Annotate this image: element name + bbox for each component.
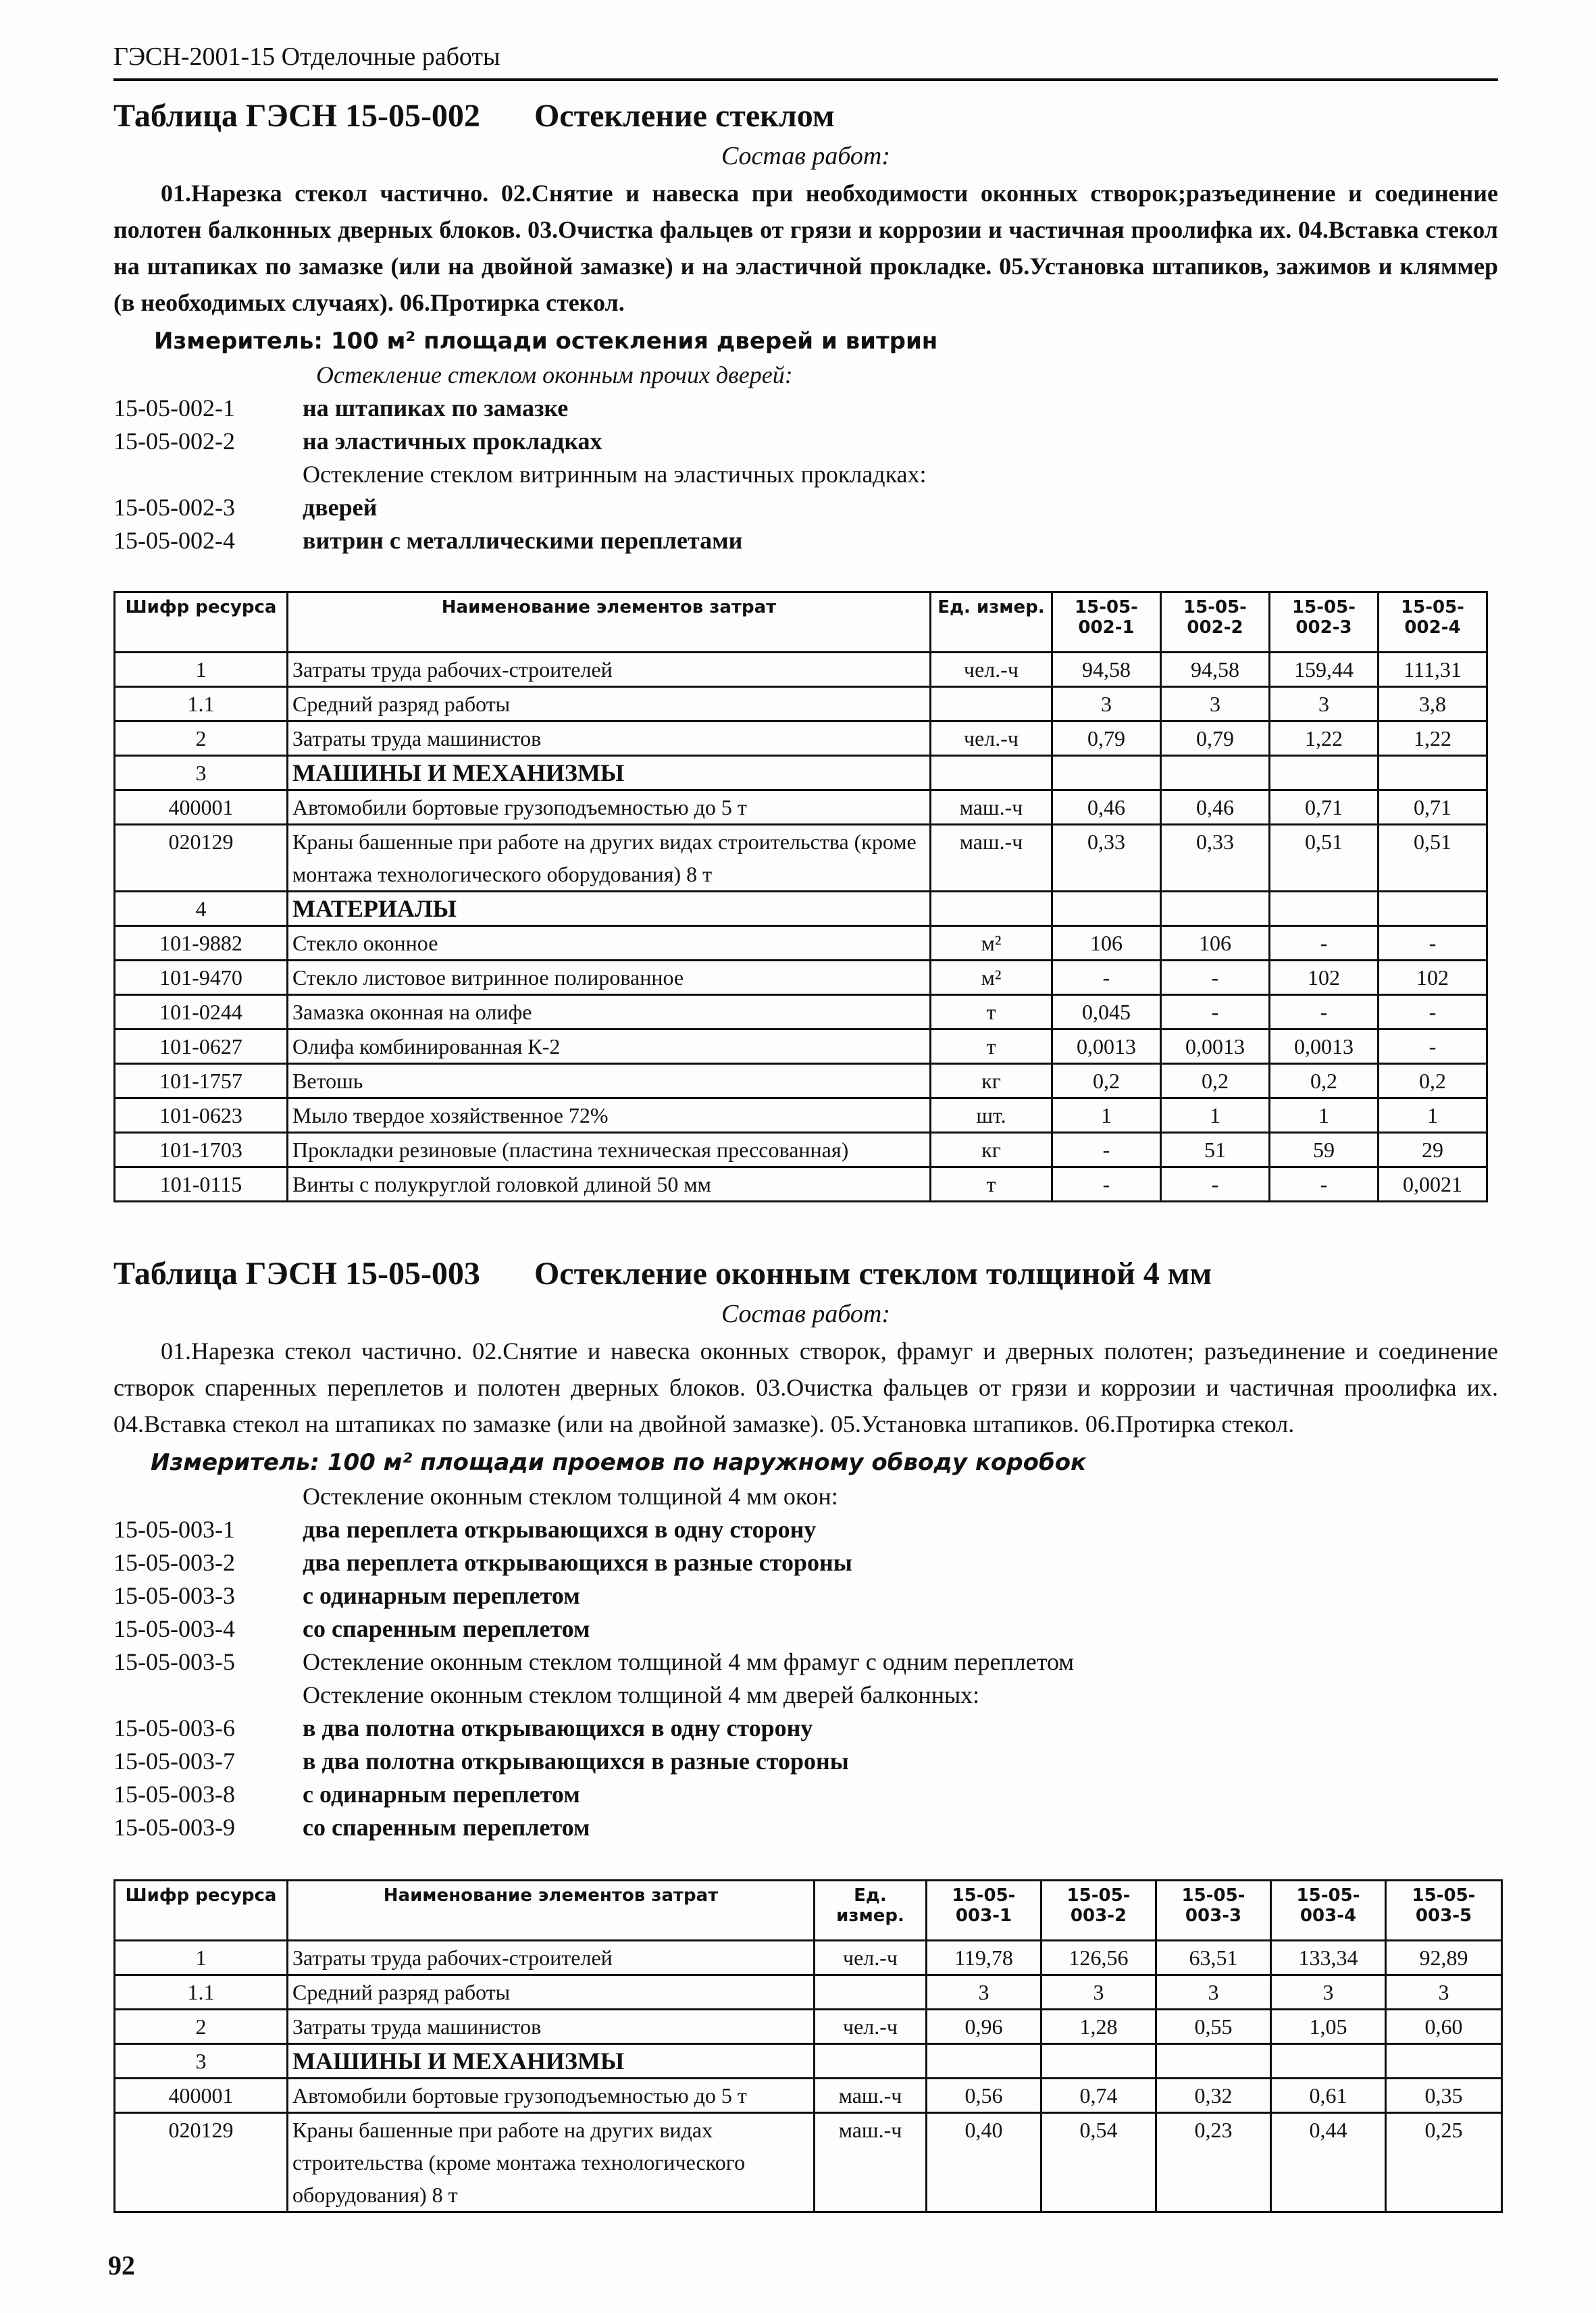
item-code: 15-05-003-9 <box>113 1814 235 1841</box>
resource-value: 94,58 <box>1052 653 1161 687</box>
table-row <box>115 1975 1502 2010</box>
column-header: 15-05-002-1 <box>1052 592 1161 653</box>
item-code <box>113 359 316 392</box>
item-text: в два полотна открывающихся в разные стороны <box>303 1748 849 1775</box>
table-row <box>115 1133 1487 1167</box>
catalog-item <box>113 425 1498 458</box>
resource-value: 126,56 <box>1041 1941 1156 1975</box>
resource-code: 1 <box>115 1941 288 1975</box>
resource-value: 0,61 <box>1271 2079 1386 2113</box>
item-text: Остекление оконным стеклом толщиной 4 мм дверей балконных: <box>303 1681 980 1708</box>
table1-composition: 01.Нарезка стекол частично. 02.Снятие и навеска при необходимости оконных створок;разъединение и соединение полотен балконных дверных блоков. 03.Очистка фальцев от грязи и коррозии и частичная проолифка их. 04.Вставка стекол на штапиках по замазке (или на двойной замазке) и на эластичной прокладке. 05.Установка штапиков, зажимов и кляммер (в необходимых случаях). 06.Протирка стекол. <box>113 180 1498 316</box>
table-row <box>115 961 1487 995</box>
column-header: Шифр ресурса <box>115 1881 288 1941</box>
column-header: Наименование элементов затрат <box>288 1881 815 1941</box>
resource-name: Краны башенные при работе на других видах строительства (кроме монтажа технологического оборудования) 8 т <box>288 825 931 892</box>
resource-value: - <box>1052 1167 1161 1202</box>
table2-heading <box>113 1255 1498 1292</box>
resource-code: 400001 <box>115 2079 288 2113</box>
item-code: 15-05-003-3 <box>113 1582 235 1609</box>
catalog-item <box>113 1679 1498 1712</box>
column-header: 15-05-003-2 <box>1041 1881 1156 1941</box>
empty-cell <box>1052 892 1161 926</box>
resource-name: Ветошь <box>288 1064 931 1098</box>
item-text: дверей <box>303 494 378 521</box>
resource-value: 3 <box>1271 1975 1386 2010</box>
column-header: 15-05-002-2 <box>1161 592 1270 653</box>
table-row <box>115 995 1487 1030</box>
resource-value: 0,46 <box>1161 790 1270 825</box>
resource-value: 51 <box>1161 1133 1270 1167</box>
resource-value: 0,32 <box>1156 2079 1271 2113</box>
resource-value: 0,35 <box>1386 2079 1502 2113</box>
item-text: с одинарным переплетом <box>303 1781 580 1808</box>
resource-value: - <box>1379 995 1487 1030</box>
resource-unit: м² <box>931 926 1052 961</box>
table1-meter: Измеритель: 100 м² площади остекления дверей и витрин <box>154 328 938 355</box>
section-title-row <box>115 756 1487 790</box>
table-row <box>115 1167 1487 1202</box>
resource-value: 0,23 <box>1156 2113 1271 2212</box>
item-text: со спаренным переплетом <box>303 1615 590 1642</box>
resource-unit: маш.-ч <box>931 825 1052 892</box>
resource-name: Винты с полукруглой головкой длиной 50 мм <box>288 1167 931 1202</box>
section-code: 4 <box>115 892 288 926</box>
resource-name: Замазка оконная на олифе <box>288 995 931 1030</box>
catalog-item <box>113 491 1498 524</box>
table-section <box>115 756 1487 892</box>
resource-value: 94,58 <box>1161 653 1270 687</box>
column-header: 15-05-003-5 <box>1386 1881 1502 1941</box>
item-text: два переплета открывающихся в разные стороны <box>303 1549 852 1576</box>
table-row <box>115 2113 1502 2212</box>
empty-cell <box>1270 892 1379 926</box>
resource-value: 3 <box>1161 687 1270 721</box>
resource-code: 020129 <box>115 825 288 892</box>
catalog-item <box>113 1646 1498 1679</box>
resource-value: 0,71 <box>1270 790 1379 825</box>
resource-value: - <box>1379 1030 1487 1064</box>
resource-code: 2 <box>115 2010 288 2044</box>
resource-value: 59 <box>1270 1133 1379 1167</box>
resource-name: Затраты труда рабочих-строителей <box>288 1941 815 1975</box>
table2-composition-label: Состав работ: <box>721 1300 891 1328</box>
resource-value: - <box>1379 926 1487 961</box>
resource-name: Автомобили бортовые грузоподъемностью до 5 т <box>288 790 931 825</box>
resource-value: 63,51 <box>1156 1941 1271 1975</box>
resource-value: 106 <box>1161 926 1270 961</box>
resource-value: 0,79 <box>1052 721 1161 756</box>
resource-value: 3 <box>1270 687 1379 721</box>
item-text: на эластичных прокладках <box>303 428 602 455</box>
table-row <box>115 1030 1487 1064</box>
resource-unit: т <box>931 1167 1052 1202</box>
resource-value: 0,2 <box>1161 1064 1270 1098</box>
resource-value: 3 <box>1386 1975 1502 2010</box>
resource-value: 159,44 <box>1270 653 1379 687</box>
resource-value: - <box>1052 1133 1161 1167</box>
resource-value: 0,51 <box>1270 825 1379 892</box>
column-header: Ед. измер. <box>815 1881 927 1941</box>
item-code: 15-05-003-7 <box>113 1748 235 1775</box>
resource-name: Автомобили бортовые грузоподъемностью до 5 т <box>288 2079 815 2113</box>
section-code: 3 <box>115 2044 288 2079</box>
table2-item-list <box>113 1480 1498 1844</box>
resource-value: 0,51 <box>1379 825 1487 892</box>
resource-code: 1.1 <box>115 1975 288 2010</box>
resource-name: Стекло оконное <box>288 926 931 961</box>
catalog-item <box>113 392 1498 425</box>
resource-name: Затраты труда машинистов <box>288 721 931 756</box>
empty-cell <box>1379 892 1487 926</box>
item-text: Остекление оконным стеклом толщиной 4 мм окон: <box>303 1483 838 1510</box>
resource-value: 0,2 <box>1052 1064 1161 1098</box>
item-code: 15-05-003-6 <box>113 1714 235 1742</box>
resource-name: Краны башенные при работе на других видах строительства (кроме монтажа технологического оборудования) 8 т <box>288 2113 815 2212</box>
resource-value: 119,78 <box>927 1941 1041 1975</box>
item-code: 15-05-002-2 <box>113 428 235 455</box>
resource-code: 101-1703 <box>115 1133 288 1167</box>
table-row <box>115 1098 1487 1133</box>
resource-unit: маш.-ч <box>815 2113 927 2212</box>
resource-value: 3 <box>1052 687 1161 721</box>
item-text: Остекление стеклом оконным прочих дверей: <box>316 361 793 388</box>
table-section <box>115 1941 1502 2044</box>
resource-value: 3 <box>927 1975 1041 2010</box>
table-section <box>115 892 1487 1202</box>
resource-value: 102 <box>1270 961 1379 995</box>
empty-cell <box>1052 756 1161 790</box>
resource-code: 101-0244 <box>115 995 288 1030</box>
empty-cell <box>1161 756 1270 790</box>
catalog-item <box>113 1612 1498 1646</box>
resource-value: 0,55 <box>1156 2010 1271 2044</box>
resource-name: Средний разряд работы <box>288 687 931 721</box>
table-row <box>115 926 1487 961</box>
resource-unit: чел.-ч <box>931 653 1052 687</box>
catalog-item <box>113 524 1498 557</box>
item-text: два переплета открывающихся в одну сторону <box>303 1516 817 1543</box>
resource-value: 0,0013 <box>1052 1030 1161 1064</box>
item-text: со спаренным переплетом <box>303 1814 590 1841</box>
table-row <box>115 687 1487 721</box>
catalog-item <box>113 1712 1498 1745</box>
resource-name: Затраты труда машинистов <box>288 2010 815 2044</box>
item-code: 15-05-002-1 <box>113 395 235 422</box>
item-code: 15-05-002-4 <box>113 527 235 554</box>
resource-value: 133,34 <box>1271 1941 1386 1975</box>
header-row <box>115 592 1487 653</box>
item-code: 15-05-002-3 <box>113 494 235 521</box>
empty-cell <box>1271 2044 1386 2079</box>
table-row <box>115 1064 1487 1098</box>
column-header: 15-05-003-1 <box>927 1881 1041 1941</box>
resource-value: 0,60 <box>1386 2010 1502 2044</box>
resource-unit <box>931 687 1052 721</box>
resource-value: 1,28 <box>1041 2010 1156 2044</box>
resource-value: - <box>1161 1167 1270 1202</box>
resource-unit: чел.-ч <box>931 721 1052 756</box>
table2-title: Остекление оконным стеклом толщиной 4 мм <box>534 1256 1212 1292</box>
item-text: Остекление стеклом витринным на эластичных прокладках: <box>303 461 927 488</box>
resource-value: 1 <box>1270 1098 1379 1133</box>
table1-composition-label: Состав работ: <box>721 142 891 170</box>
resource-unit: кг <box>931 1133 1052 1167</box>
resource-value: 1 <box>1161 1098 1270 1133</box>
resource-unit: чел.-ч <box>815 1941 927 1975</box>
resource-value: 1,22 <box>1270 721 1379 756</box>
resource-name: Олифа комбинированная К-2 <box>288 1030 931 1064</box>
catalog-item <box>113 1513 1498 1546</box>
document-page <box>113 42 1498 2213</box>
empty-cell <box>1161 892 1270 926</box>
table1-heading <box>113 97 1498 134</box>
table1-item-list <box>113 359 1498 557</box>
resource-value: 1,05 <box>1271 2010 1386 2044</box>
table2-meter: Измеритель: 100 м² площади проемов по наружному обводу коробок <box>151 1449 1087 1476</box>
table2-code: Таблица ГЭСН 15-05-003 <box>113 1256 480 1292</box>
resource-value: 92,89 <box>1386 1941 1502 1975</box>
catalog-item <box>113 1745 1498 1778</box>
table-row <box>115 2010 1502 2044</box>
catalog-item <box>113 1579 1498 1612</box>
table-row <box>115 825 1487 892</box>
column-header: 15-05-003-3 <box>1156 1881 1271 1941</box>
resource-unit: м² <box>931 961 1052 995</box>
resource-name: Средний разряд работы <box>288 1975 815 2010</box>
catalog-item <box>113 1546 1498 1579</box>
empty-cell <box>1379 756 1487 790</box>
resource-value: 3,8 <box>1379 687 1487 721</box>
table1-code: Таблица ГЭСН 15-05-002 <box>113 98 480 134</box>
resource-value: 0,25 <box>1386 2113 1502 2212</box>
resource-value: 0,79 <box>1161 721 1270 756</box>
item-code: 15-05-003-8 <box>113 1781 235 1808</box>
item-code <box>113 458 303 491</box>
resource-value: 0,2 <box>1379 1064 1487 1098</box>
resource-code: 101-0623 <box>115 1098 288 1133</box>
resource-code: 2 <box>115 721 288 756</box>
resource-unit: маш.-ч <box>815 2079 927 2113</box>
item-text: с одинарным переплетом <box>303 1582 580 1609</box>
resource-value: 0,74 <box>1041 2079 1156 2113</box>
section-code: 3 <box>115 756 288 790</box>
resource-name: Стекло листовое витринное полированное <box>288 961 931 995</box>
table-row <box>115 721 1487 756</box>
empty-cell <box>1041 2044 1156 2079</box>
column-header: 15-05-003-4 <box>1271 1881 1386 1941</box>
table1-resources <box>113 591 1488 1202</box>
item-text: на штапиках по замазке <box>303 395 569 422</box>
section-title: МАШИНЫ И МЕХАНИЗМЫ <box>288 756 931 790</box>
empty-cell <box>927 2044 1041 2079</box>
resource-unit: кг <box>931 1064 1052 1098</box>
catalog-item <box>113 1480 1498 1513</box>
section-title: МАТЕРИАЛЫ <box>288 892 931 926</box>
resource-value: 111,31 <box>1379 653 1487 687</box>
resource-value: - <box>1052 961 1161 995</box>
resource-code: 1.1 <box>115 687 288 721</box>
resource-code: 101-0115 <box>115 1167 288 1202</box>
resource-name: Прокладки резиновые (пластина техническая прессованная) <box>288 1133 931 1167</box>
catalog-item <box>113 1811 1498 1844</box>
resource-value: 0,33 <box>1052 825 1161 892</box>
header-row <box>115 1881 1502 1941</box>
item-code: 15-05-003-5 <box>113 1648 235 1675</box>
resource-name: Мыло твердое хозяйственное 72% <box>288 1098 931 1133</box>
resource-value: - <box>1270 995 1379 1030</box>
empty-cell <box>1386 2044 1502 2079</box>
catalog-item <box>113 1778 1498 1811</box>
resource-value: 1 <box>1052 1098 1161 1133</box>
resource-value: 0,33 <box>1161 825 1270 892</box>
resource-value: 0,0013 <box>1161 1030 1270 1064</box>
resource-value: 1,22 <box>1379 721 1487 756</box>
resource-code: 101-1757 <box>115 1064 288 1098</box>
resource-code: 400001 <box>115 790 288 825</box>
resource-unit: шт. <box>931 1098 1052 1133</box>
section-title-row <box>115 2044 1502 2079</box>
resource-value: - <box>1161 995 1270 1030</box>
resource-code: 020129 <box>115 2113 288 2212</box>
resource-value: 0,44 <box>1271 2113 1386 2212</box>
resource-name: Затраты труда рабочих-строителей <box>288 653 931 687</box>
item-code: 15-05-003-4 <box>113 1615 235 1642</box>
resource-unit: маш.-ч <box>931 790 1052 825</box>
section-title: МАШИНЫ И МЕХАНИЗМЫ <box>288 2044 815 2079</box>
resource-value: 106 <box>1052 926 1161 961</box>
resource-code: 101-9470 <box>115 961 288 995</box>
resource-value: 3 <box>1156 1975 1271 2010</box>
resource-value: - <box>1270 926 1379 961</box>
resource-value: 0,0013 <box>1270 1030 1379 1064</box>
item-code: 15-05-003-2 <box>113 1549 235 1576</box>
resource-value: 0,2 <box>1270 1064 1379 1098</box>
item-text: в два полотна открывающихся в одну сторону <box>303 1714 813 1742</box>
column-header: Наименование элементов затрат <box>288 592 931 653</box>
resource-value: 0,045 <box>1052 995 1161 1030</box>
table-section <box>115 2044 1502 2212</box>
resource-value: 3 <box>1041 1975 1156 2010</box>
column-header: Шифр ресурса <box>115 592 288 653</box>
table-row <box>115 653 1487 687</box>
table-row <box>115 790 1487 825</box>
column-header: 15-05-002-4 <box>1379 592 1487 653</box>
section-title-row <box>115 892 1487 926</box>
page-number: 92 <box>108 2250 135 2281</box>
item-code: 15-05-003-1 <box>113 1516 235 1543</box>
table-row <box>115 1941 1502 1975</box>
empty-cell <box>931 756 1052 790</box>
table-row <box>115 2079 1502 2113</box>
resource-value: 1 <box>1379 1098 1487 1133</box>
resource-code: 101-9882 <box>115 926 288 961</box>
resource-value: 0,71 <box>1379 790 1487 825</box>
resource-value: 102 <box>1379 961 1487 995</box>
resource-unit: чел.-ч <box>815 2010 927 2044</box>
resource-unit: т <box>931 1030 1052 1064</box>
empty-cell <box>931 892 1052 926</box>
resource-unit: т <box>931 995 1052 1030</box>
item-code <box>113 1480 303 1513</box>
resource-code: 101-0627 <box>115 1030 288 1064</box>
column-header: Ед. измер. <box>931 592 1052 653</box>
item-text: Остекление оконным стеклом толщиной 4 мм фрамуг с одним переплетом <box>303 1648 1075 1675</box>
table-section <box>115 653 1487 756</box>
column-header: 15-05-002-3 <box>1270 592 1379 653</box>
table1-title: Остекление стеклом <box>534 98 835 134</box>
resource-value: 0,96 <box>927 2010 1041 2044</box>
table2-composition: 01.Нарезка стекол частично. 02.Снятие и навеска оконных створок, фрамуг и дверных полотен; разъединение и соединение створок спаренных переплетов и полотен дверных блоков. 03.Очистка фальцев от грязи и коррозии и частичная проолифка их. 04.Вставка стекол на штапиках по замазке (или на двойной замазке). 05.Установка штапиков. 06.Протирка стекол. <box>113 1338 1498 1438</box>
resource-code: 1 <box>115 653 288 687</box>
resource-value: - <box>1161 961 1270 995</box>
catalog-item <box>113 359 1498 392</box>
resource-value: 0,0021 <box>1379 1167 1487 1202</box>
empty-cell <box>1156 2044 1271 2079</box>
catalog-item <box>113 458 1498 491</box>
running-head: ГЭСН-2001-15 Отделочные работы <box>113 42 1498 81</box>
resource-value: 29 <box>1379 1133 1487 1167</box>
resource-value: 0,54 <box>1041 2113 1156 2212</box>
resource-value: 0,56 <box>927 2079 1041 2113</box>
empty-cell <box>1270 756 1379 790</box>
item-code <box>113 1679 303 1712</box>
empty-cell <box>815 2044 927 2079</box>
resource-value: 0,40 <box>927 2113 1041 2212</box>
table2-resources <box>113 1879 1503 2213</box>
resource-value: - <box>1270 1167 1379 1202</box>
resource-unit <box>815 1975 927 2010</box>
resource-value: 0,46 <box>1052 790 1161 825</box>
item-text: витрин с металлическими переплетами <box>303 527 743 554</box>
